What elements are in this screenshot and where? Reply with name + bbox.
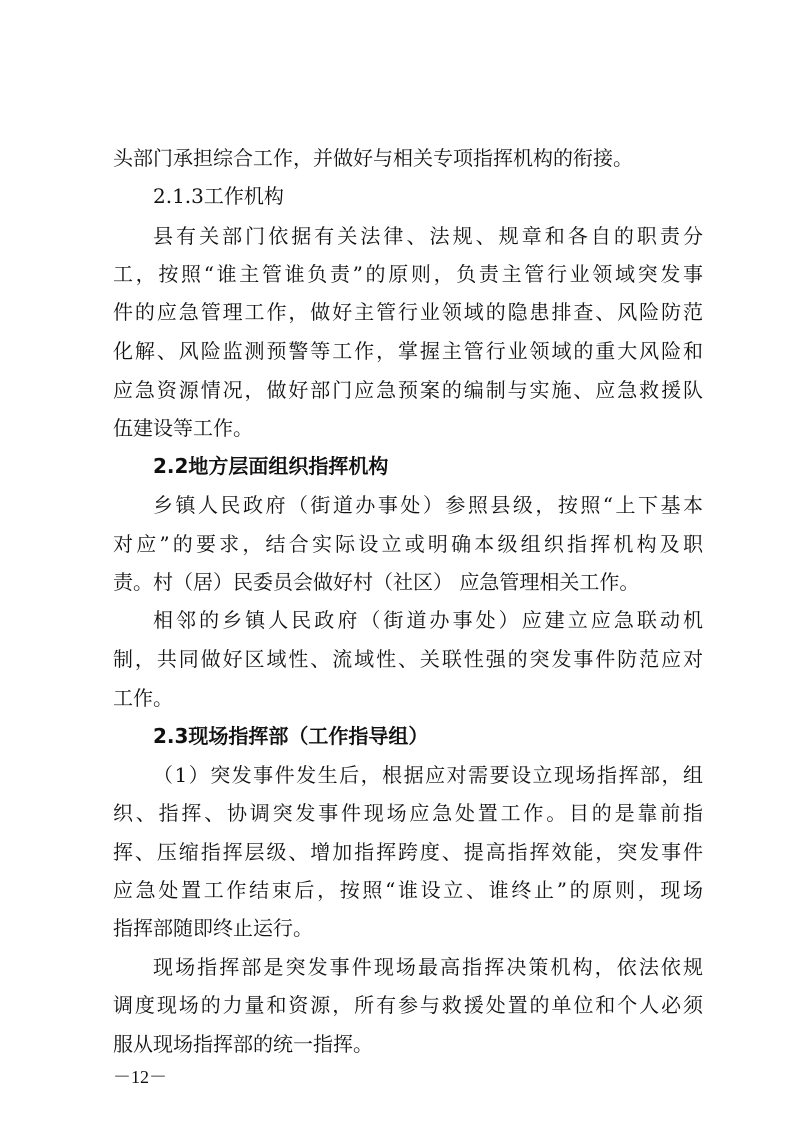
text-line: 对应”的要求，结合实际设立或明确本级组织指挥机构及职 (113, 532, 703, 556)
text-line: 制，共同做好区域性、流域性、关联性强的突发事件防范应对 (113, 647, 703, 671)
text-line: 指挥部随即终止运行。 (113, 916, 313, 940)
text-line: 织、指挥、协调突发事件现场应急处置工作。目的是靠前指 (113, 801, 703, 825)
text-line: 责。村（居）民委员会做好村（社区） 应急管理相关工作。 (113, 570, 640, 594)
text-line: 伍建设等工作。 (113, 416, 253, 440)
text-line: 应急资源情况，做好部门应急预案的编制与实施、应急救援队 (113, 378, 703, 402)
text-line: 工作。 (113, 686, 173, 710)
text-line: 现场指挥部是突发事件现场最高指挥决策机构，依法依规 (153, 955, 703, 979)
text-line: 头部门承担综合工作，并做好与相关专项指挥机构的衔接。 (113, 146, 633, 170)
text-line: 化解、风险监测预警等工作，掌握主管行业领域的重大风险和 (113, 339, 703, 363)
text-line: （1）突发事件发生后，根据应对需要设立现场指挥部，组 (153, 763, 703, 787)
section-heading-2-2: 2.2地方层面组织指挥机构 (153, 454, 389, 478)
text-line: 件的应急管理工作，做好主管行业领域的隐患排查、风险防范 (113, 300, 703, 324)
page-number: －12－ (113, 1067, 167, 1087)
section-heading-2-3: 2.3现场指挥部（工作指导组） (153, 724, 429, 748)
text-line: 挥、压缩指挥层级、增加指挥跨度、提高指挥效能，突发事件 (113, 840, 703, 864)
text-line: 调度现场的力量和资源，所有参与救援处置的单位和个人必须 (113, 993, 703, 1017)
text-line: 乡镇人民政府（街道办事处）参照县级，按照“上下基本 (153, 493, 703, 517)
section-heading-2-1-3: 2.1.3工作机构 (153, 184, 284, 208)
text-line: 服从现场指挥部的统一指挥。 (113, 1032, 373, 1056)
text-line: 县有关部门依据有关法律、法规、规章和各自的职责分 (153, 224, 703, 248)
text-line: 工，按照“谁主管谁负责”的原则，负责主管行业领域突发事 (113, 262, 703, 286)
text-line: 应急处置工作结束后，按照“谁设立、谁终止”的原则，现场 (113, 878, 703, 902)
text-line: 相邻的乡镇人民政府（街道办事处）应建立应急联动机 (153, 608, 703, 632)
